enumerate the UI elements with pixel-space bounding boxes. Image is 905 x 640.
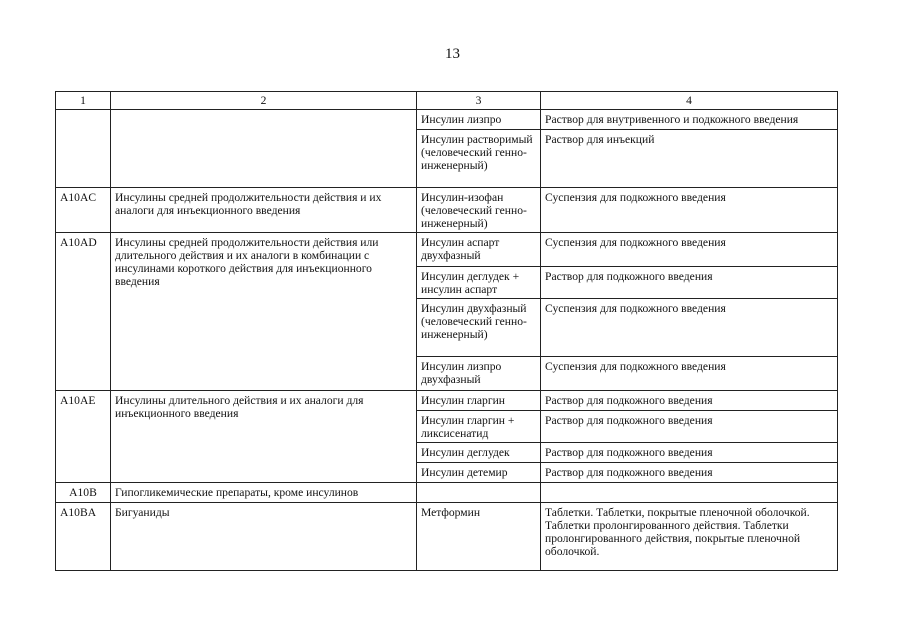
group-name-cell: Инсулины средней продолжительности действия и их аналоги для инъекционного введения xyxy=(111,188,417,233)
drug-name-cell xyxy=(417,483,541,503)
table-row xyxy=(56,483,838,503)
table-row xyxy=(56,188,838,233)
dosage-form-cell: Раствор для подкожного введения xyxy=(541,391,838,411)
dosage-form-cell: Суспензия для подкожного введения xyxy=(541,188,838,233)
drug-name-cell: Инсулин лизпро xyxy=(417,110,541,130)
drug-name-cell: Инсулин аспарт двухфазный xyxy=(417,233,541,267)
drug-name-cell: Инсулин гларгин xyxy=(417,391,541,411)
table-row xyxy=(56,233,838,267)
dosage-form-cell xyxy=(541,483,838,503)
table-row xyxy=(56,391,838,411)
column-header-2: 2 xyxy=(111,92,417,110)
group-name-cell: Бигуаниды xyxy=(111,503,417,571)
group-name-cell: Гипогликемические препараты, кроме инсулинов xyxy=(111,483,417,503)
drug-name-cell: Инсулин деглудек xyxy=(417,443,541,463)
drug-name-cell: Инсулин деглудек + инсулин аспарт xyxy=(417,267,541,299)
table-row xyxy=(56,503,838,571)
dosage-form-cell: Раствор для подкожного введения xyxy=(541,267,838,299)
dosage-form-cell: Раствор для подкожного введения xyxy=(541,411,838,443)
group-name-cell xyxy=(111,110,417,188)
drug-name-cell: Инсулин растворимый (человеческий генно-инженерный) xyxy=(417,130,541,188)
drug-table xyxy=(55,91,838,571)
dosage-form-cell: Раствор для подкожного введения xyxy=(541,443,838,463)
dosage-form-cell: Раствор для внутривенного и подкожного введения xyxy=(541,110,838,130)
atc-code-cell: A10AD xyxy=(56,233,111,391)
column-header-3: 3 xyxy=(417,92,541,110)
drug-name-cell: Инсулин-изофан (человеческий генно-инженерный) xyxy=(417,188,541,233)
table-row xyxy=(56,110,838,130)
dosage-form-cell: Суспензия для подкожного введения xyxy=(541,357,838,391)
drug-name-cell: Инсулин гларгин + ликсисенатид xyxy=(417,411,541,443)
drug-name-cell: Инсулин двухфазный (человеческий генно-инженерный) xyxy=(417,299,541,357)
drug-name-cell: Инсулин детемир xyxy=(417,463,541,483)
header-row xyxy=(56,92,838,110)
atc-code-cell: A10BA xyxy=(56,503,111,571)
dosage-form-cell: Суспензия для подкожного введения xyxy=(541,233,838,267)
atc-code-cell: A10AC xyxy=(56,188,111,233)
group-name-cell: Инсулины средней продолжительности действия или длительного действия и их аналоги в комбинации с инсулинами короткого действия для инъекционного введения xyxy=(111,233,417,391)
atc-code-cell: A10B xyxy=(56,483,111,503)
column-header-1: 1 xyxy=(56,92,111,110)
drug-name-cell: Метформин xyxy=(417,503,541,571)
dosage-form-cell: Раствор для инъекций xyxy=(541,130,838,188)
dosage-form-cell: Раствор для подкожного введения xyxy=(541,463,838,483)
drug-name-cell: Инсулин лизпро двухфазный xyxy=(417,357,541,391)
dosage-form-cell: Таблетки. Таблетки, покрытые пленочной оболочкой. Таблетки пролонгированного действия. Таблетки пролонгированного действия, покрытые пленочной оболочкой. xyxy=(541,503,838,571)
atc-code-cell xyxy=(56,110,111,188)
column-header-4: 4 xyxy=(541,92,838,110)
dosage-form-cell: Суспензия для подкожного введения xyxy=(541,299,838,357)
group-name-cell: Инсулины длительного действия и их аналоги для инъекционного введения xyxy=(111,391,417,483)
atc-code-cell: A10AE xyxy=(56,391,111,483)
page-number: 13 xyxy=(445,46,460,62)
